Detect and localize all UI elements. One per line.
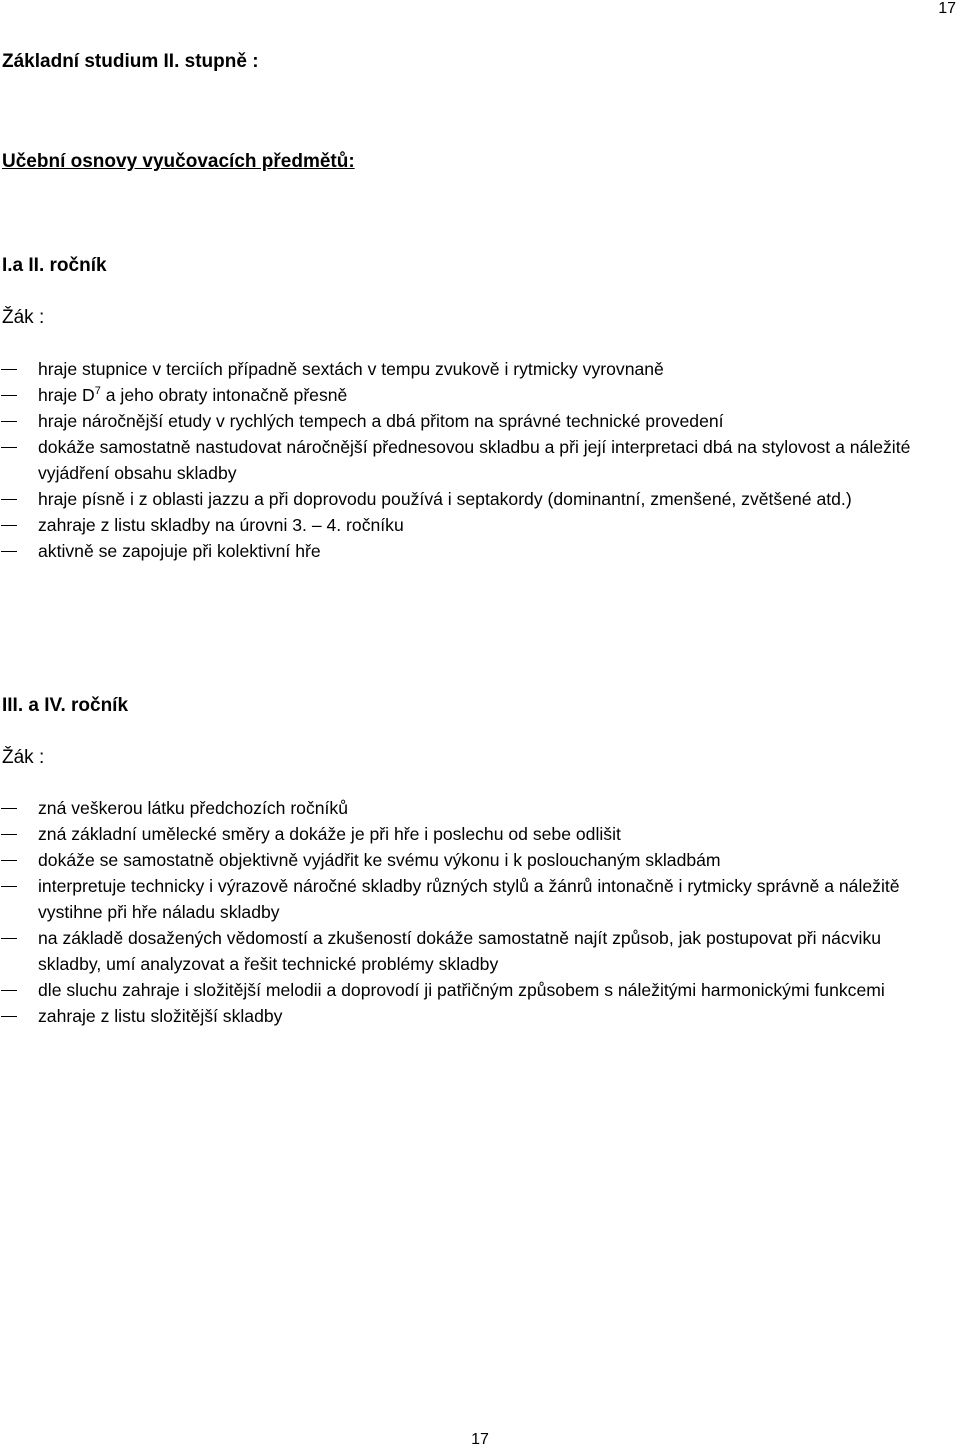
pupil-label-1: Žák :	[2, 307, 45, 328]
list-item	[0, 382, 935, 408]
list-item-text: hraje náročnější etudy v rychlých tempech a dbá přitom na správné technické provedení	[38, 411, 724, 431]
list-item	[0, 356, 935, 382]
page-number-top: 17	[938, 0, 956, 17]
list-item-text: na základě dosažených vědomostí a zkušeností dokáže samostatně najít způsob, jak postupovat při nácviku skladby, umí analyzovat a řešit technické problémy skladby	[38, 928, 882, 974]
list-item-text: hraje písně i z oblasti jazzu a při doprovodu používá i septakordy (dominantní, zmenšené, zvětšené atd.)	[38, 489, 852, 509]
list-item	[0, 1003, 935, 1029]
list-item	[0, 977, 935, 1003]
list-item	[0, 925, 935, 977]
page-subheading: Učební osnovy vyučovacích předmětů:	[2, 151, 355, 172]
list-item	[0, 821, 935, 847]
list-item-text: zná veškerou látku předchozích ročníků	[38, 798, 349, 818]
list-item-text: zná základní umělecké směry a dokáže je při hře i poslechu od sebe odlišit	[38, 824, 621, 844]
page-number-bottom: 17	[471, 1431, 489, 1448]
list-item-text: zahraje z listu složitější skladby	[38, 1006, 283, 1026]
list-item-text: aktivně se zapojuje při kolektivní hře	[38, 541, 321, 561]
list-item	[0, 408, 935, 434]
pupil-label-2: Žák :	[2, 747, 45, 768]
list-item-text: zahraje z listu skladby na úrovni 3. – 4. ročníku	[38, 515, 404, 535]
list-item-text: a jeho obraty intonačně přesně	[100, 385, 348, 405]
list-item	[0, 873, 935, 925]
list-item	[0, 486, 935, 512]
list-item-text: dle sluchu zahraje i složitější melodii a doprovodí ji patřičným způsobem s náležitými harmonickými funkcemi	[38, 980, 885, 1000]
list-item	[0, 538, 935, 564]
outcome-list-2	[0, 795, 935, 1029]
list-item-text: hraje stupnice v terciích případně sextách v tempu zvukově i rytmicky vyrovnaně	[38, 359, 664, 379]
list-item-text: dokáže se samostatně objektivně vyjádřit ke svému výkonu i k poslouchaným skladbám	[38, 850, 721, 870]
list-item	[0, 847, 935, 873]
list-item	[0, 512, 935, 538]
list-item	[0, 795, 935, 821]
page-heading: Základní studium II. stupně :	[2, 51, 259, 72]
section-title-2: III. a IV. ročník	[2, 695, 129, 716]
list-item-text: dokáže samostatně nastudovat náročnější přednesovou skladbu a při její interpretaci dbá na stylovost a náležité vyjádření obsahu skladby	[38, 437, 911, 483]
superscript: 7	[94, 385, 101, 397]
section-title-1: I.a II. ročník	[2, 255, 107, 276]
list-item-text: hraje D	[38, 385, 95, 405]
list-item	[0, 434, 935, 486]
outcome-list-1	[0, 356, 935, 564]
list-item-text: interpretuje technicky i výrazově náročné skladby různých stylů a žánrů intonačně i rytmicky správně a náležitě vystihne při hře náladu skladby	[38, 876, 900, 922]
